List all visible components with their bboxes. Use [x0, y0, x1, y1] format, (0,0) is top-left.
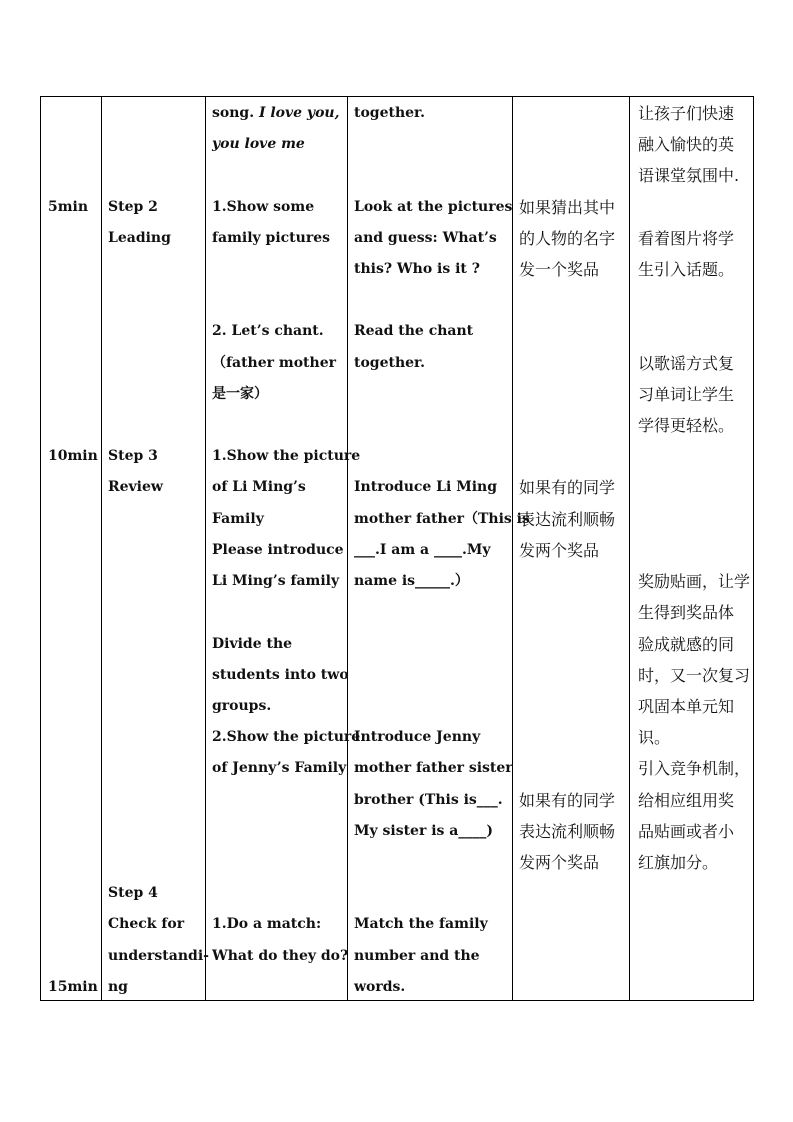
content-line: of Li Ming’s [212, 479, 306, 495]
content-line: 是一家） [212, 386, 268, 402]
step-title: ng [108, 979, 128, 995]
content-line: 1.Show the picture [212, 448, 361, 464]
purpose-line: 品贴画或者小 [638, 822, 735, 841]
content-line: Please introduce [212, 542, 344, 558]
reward-line: 的人物的名字 [519, 229, 616, 248]
students-line: Introduce Li Ming [354, 479, 498, 495]
students-line: name is_____.） [354, 573, 469, 589]
step-title: Step 3 [108, 448, 158, 464]
reward-line: 如果猜出其中 [519, 198, 616, 217]
content-line: song. I love you, [212, 105, 340, 121]
students-line: My sister is a____) [354, 823, 493, 839]
purpose-line: 红旗加分。 [638, 853, 719, 872]
step-title: Step 4 [108, 885, 158, 901]
purpose-line: 看着图片将学 [638, 229, 735, 248]
content-line: you love me [212, 136, 305, 152]
purpose-line: 奖励贴画，让学 [638, 572, 751, 591]
students-line: ___.I am a ____.My [354, 542, 491, 558]
content-line: 2. Let’s chant. [212, 323, 324, 339]
lesson-plan-table [40, 96, 754, 1001]
students-line: Read the chant [354, 323, 474, 339]
content-line: Family [212, 511, 264, 527]
purpose-line: 以歌谣方式复 [638, 354, 735, 373]
content-line: What do they do? [212, 948, 349, 964]
column-divider [347, 97, 348, 1000]
step-title: Review [108, 479, 163, 495]
content-line: （father mother [212, 355, 336, 371]
step-title: Check for [108, 916, 185, 932]
reward-line: 发两个奖品 [519, 541, 600, 560]
purpose-line: 引入竞争机制， [638, 759, 751, 778]
step-title: understandi- [108, 948, 209, 964]
purpose-line: 生得到奖品体 [638, 603, 735, 622]
students-line: words. [354, 979, 406, 995]
students-line: number and the [354, 948, 480, 964]
students-line: Introduce Jenny [354, 729, 481, 745]
content-line: Divide the [212, 636, 293, 652]
time-label: 15min [48, 979, 98, 995]
purpose-line: 让孩子们快速 [638, 104, 735, 123]
time-label: 5min [48, 199, 89, 215]
step-title: Leading [108, 230, 171, 246]
students-line: Look at the pictures [354, 199, 513, 215]
time-label: 10min [48, 448, 98, 464]
content-line: 1.Show some [212, 199, 315, 215]
students-line: and guess: What’s [354, 230, 497, 246]
purpose-line: 学得更轻松。 [638, 416, 735, 435]
purpose-line: 时，又一次复习 [638, 666, 751, 685]
students-line: together. [354, 355, 426, 371]
column-divider [629, 97, 630, 1000]
content-line: 1.Do a match: [212, 916, 322, 932]
students-line: mother father（This is [354, 511, 530, 527]
content-line: of Jenny’s Family [212, 760, 347, 776]
column-divider [512, 97, 513, 1000]
reward-line: 发一个奖品 [519, 260, 600, 279]
content-line: Li Ming’s family [212, 573, 340, 589]
purpose-line: 语课堂氛围中. [638, 166, 740, 185]
reward-line: 如果有的同学 [519, 791, 616, 810]
purpose-line: 验成就感的同 [638, 635, 735, 654]
students-line: brother (This is___. [354, 792, 503, 808]
purpose-line: 融入愉快的英 [638, 135, 735, 154]
purpose-line: 识。 [638, 728, 671, 747]
column-divider [205, 97, 206, 1000]
step-title: Step 2 [108, 199, 158, 215]
students-line: together. [354, 105, 426, 121]
reward-line: 如果有的同学 [519, 478, 616, 497]
students-line: Match the family [354, 916, 488, 932]
content-line: students into two [212, 667, 349, 683]
content-line: groups. [212, 698, 272, 714]
content-line: 2.Show the picture [212, 729, 361, 745]
reward-line: 表达流利顺畅 [519, 510, 616, 529]
purpose-line: 巩固本单元知 [638, 697, 735, 716]
students-line: this? Who is it ? [354, 261, 480, 277]
column-divider [101, 97, 102, 1000]
reward-line: 表达流利顺畅 [519, 822, 616, 841]
purpose-line: 习单词让学生 [638, 385, 735, 404]
purpose-line: 生引入话题。 [638, 260, 735, 279]
purpose-line: 给相应组用奖 [638, 791, 735, 810]
reward-line: 发两个奖品 [519, 853, 600, 872]
content-line: family pictures [212, 230, 330, 246]
students-line: mother father sister [354, 760, 513, 776]
